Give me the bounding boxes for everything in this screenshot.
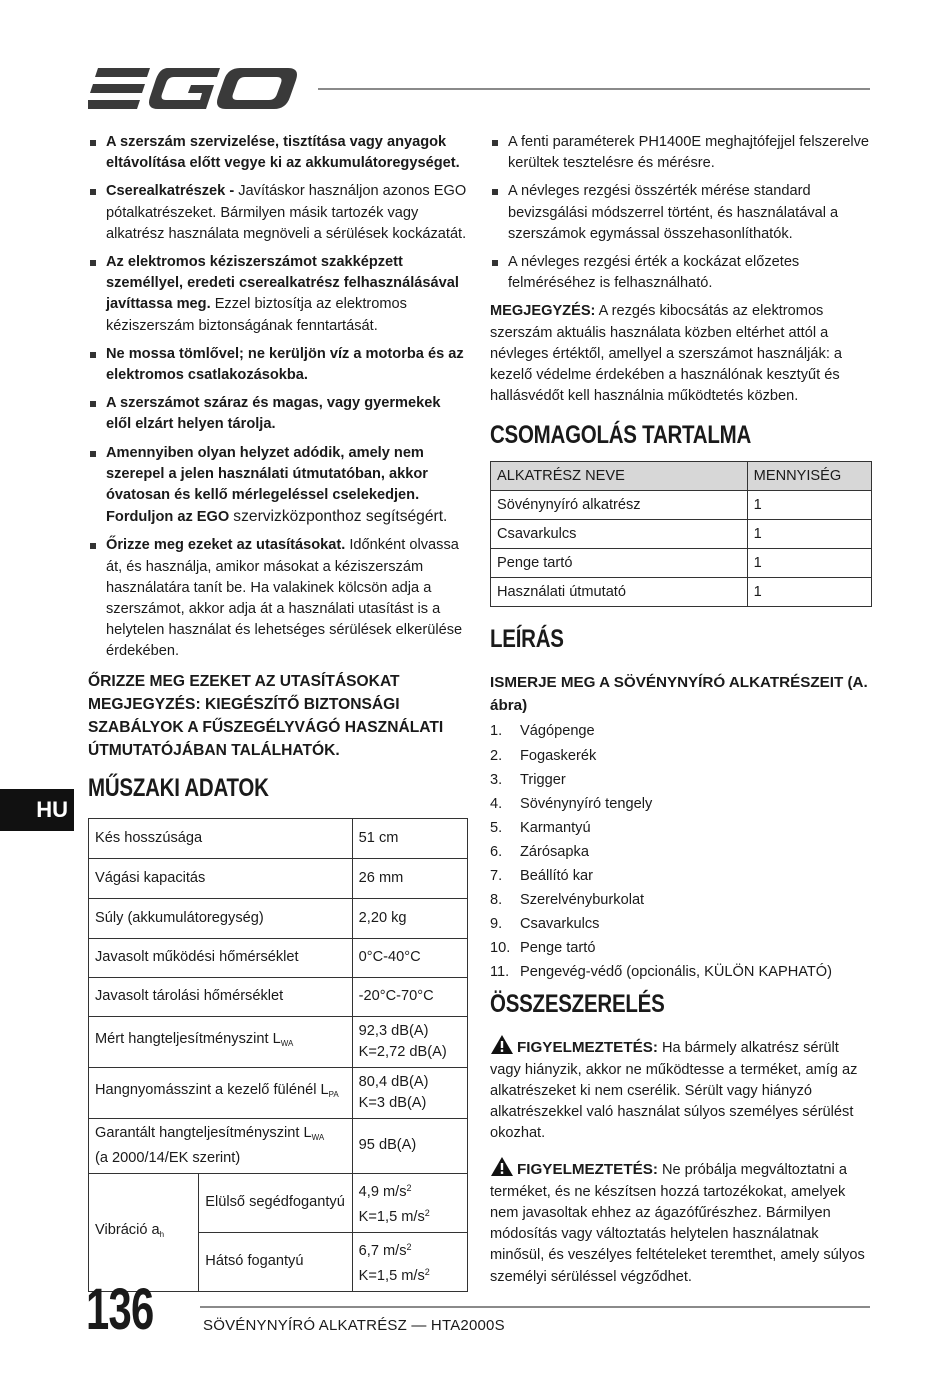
spec-label: Vágási kapacitás <box>89 858 353 898</box>
vibration-note: MEGJEGYZÉS: A rezgés kibocsátás az elektromos szerszám aktuális használata közben eltérhet attól a névleges értéktől, amellyel a szerszámot használják: a kezelő védelme érdekében a használónak kesztyűt és hallásvédőt kell használnia működtetés közben. <box>490 303 843 405</box>
cell: Használati útmutató <box>491 578 748 607</box>
table-row <box>89 1016 468 1067</box>
right-column <box>490 132 872 1288</box>
list-item: 3. Trigger <box>490 771 566 788</box>
cell: 1 <box>747 549 871 578</box>
list-item: 1. Vágópenge <box>490 723 595 740</box>
warning-paragraph: FIGYELMEZTETÉS: Ha bármely alkatrész sérült vagy hiányzik, akkor ne működtesse a terméket, amíg az alkatrészeket ki nem cserélik. Sérült vagy hiányzó alkatrészekkel való használat súlyos személyes sérülést okozhat. <box>490 1034 872 1144</box>
section-title-description: LEÍRÁS <box>490 625 564 654</box>
table-row <box>89 1118 468 1173</box>
table-row <box>89 938 468 977</box>
pack-title-wrap <box>490 421 872 461</box>
table-row <box>89 858 468 898</box>
assembly-title-wrap <box>490 990 872 1030</box>
spec-sublabel: Hátsó fogantyú <box>199 1232 352 1291</box>
spec-sublabel: Elülső segédfogantyú <box>199 1173 352 1232</box>
spec-label: Vibráció $a_h$ <box>89 1173 199 1291</box>
additional-safety-note: MEGJEGYZÉS: KIEGÉSZÍTŐ BIZTONSÁGI SZABÁLYOK A FŰSZEGÉLYVÁGÓ HASZNÁLATI ÚTMUTATÓJÁBAN TALÁLHATÓK. <box>88 695 444 759</box>
bullet-item: Amennyiben olyan helyzet adódik, amely nem szerepel a jelen használati útmutatóban, akkor óvatosan és kellő mérlegeléssel cselekedjen. Forduljon az EGO szervizközponthoz segítségért. <box>88 443 468 529</box>
bullet-item: Cserealkatrészek - Javításkor használjon azonos EGO pótalkatrészeket. Bármilyen másik tartozék vagy alkatrész használata megnöveli a sérülések kockázatát. <box>88 181 468 245</box>
spec-value: 4,9 $m/s^2$ K=1,5 $m/s^2$ <box>352 1173 467 1232</box>
list-item: 10. Penge tartó <box>490 940 596 957</box>
cell: Penge tartó <box>491 549 748 578</box>
spec-label: Javasolt működési hőmérséklet <box>89 938 353 977</box>
table-row <box>89 1173 468 1232</box>
parts-subtitle: ISMERJE MEG A SÖVÉNYNYÍRÓ ALKATRÉSZEIT (A. ábra) <box>490 674 868 715</box>
package-table <box>490 461 872 607</box>
save-instructions-note: ŐRIZZE MEG EZEKET AZ UTASÍTÁSOKAT <box>88 672 400 690</box>
column-header: ALKATRÉSZ NEVE <box>491 462 748 491</box>
list-item: 8. Szerelvényburkolat <box>490 892 645 909</box>
table-row <box>491 549 872 578</box>
spec-value: 26 mm <box>352 858 467 898</box>
spec-label: Garantált hangteljesítményszint $L_{WA}$ (a 2000/14/EK szerint) <box>89 1118 353 1173</box>
table-row <box>491 578 872 607</box>
list-item: 2. Fogaskerék <box>490 747 597 764</box>
list-item: 11. Pengevég-védő (opcionális, KÜLÖN KAPHATÓ) <box>490 964 833 981</box>
list-item: 6. Zárósapka <box>490 843 589 860</box>
list-item: 4. Sövénynyíró tengely <box>490 795 653 812</box>
spec-label: Mért hangteljesítményszint $L_{WA}$ <box>89 1016 353 1067</box>
bullet-item: Ne mossa tömlővel; ne kerüljön víz a motorba és az elektromos csatlakozásokba. <box>88 344 468 386</box>
cell: 1 <box>747 520 871 549</box>
spec-value: 92,3 dB(A) K=2,72 dB(A) <box>352 1016 467 1067</box>
spec-value: -20°C-70°C <box>352 977 467 1016</box>
table-row <box>491 520 872 549</box>
table-header-row <box>491 462 872 491</box>
section-title-specs: MŰSZAKI ADATOK <box>88 773 269 802</box>
ego-logo <box>88 64 298 114</box>
list-item: 5. Karmantyú <box>490 819 591 836</box>
section-title-package: CSOMAGOLÁS TARTALMA <box>490 421 752 450</box>
warning-paragraph: FIGYELMEZTETÉS: Ne próbálja megváltoztatni a terméket, és ne készítsen hozzá tartozékokat, amelyek nem javasoltak ehhez az ágazófűrészhez. Bármilyen módosítás vagy változtatás helytelen használatnak minősül, és veszélyes feltételeket teremthet, amely súlyos személyi sérüléssel végződhet. <box>490 1156 872 1287</box>
cell: 1 <box>747 578 871 607</box>
bullet-item: A névleges rezgési összérték mérése standard bevizsgálási módszerrel történt, és használatával a szerszámok egymással összehasonlíthatók. <box>490 181 872 245</box>
spec-label: Hangnyomásszint a kezelő fülénél $L_{PA}$ <box>89 1067 353 1118</box>
page-number: 136 <box>86 1277 154 1342</box>
spec-value: 0°C-40°C <box>352 938 467 977</box>
list-item: 9. Csavarkulcs <box>490 916 600 933</box>
spec-value: 2,20 kg <box>352 898 467 938</box>
cell: Csavarkulcs <box>491 520 748 549</box>
bullet-item: A névleges rezgési érték a kockázat előzetes felméréséhez is felhasználható. <box>490 252 872 294</box>
spec-title-wrap <box>88 774 468 818</box>
table-row <box>491 491 872 520</box>
warning-icon <box>490 1156 514 1177</box>
spec-label: Javasolt tárolási hőmérséklet <box>89 977 353 1016</box>
table-row <box>89 977 468 1016</box>
section-title-assembly: ÖSSZESZERELÉS <box>490 990 665 1019</box>
parts-list <box>490 719 872 984</box>
table-row <box>89 818 468 858</box>
cell: Sövénynyíró alkatrész <box>491 491 748 520</box>
table-row <box>89 1067 468 1118</box>
spec-label: Súly (akkumulátoregység) <box>89 898 353 938</box>
footer-title: SÖVÉNYNYÍRÓ ALKATRÉSZ — HTA2000S <box>203 1317 505 1334</box>
table-row <box>89 898 468 938</box>
header-rule <box>318 88 870 90</box>
safety-bullet-list <box>88 132 468 663</box>
language-tab: HU <box>0 789 74 831</box>
spec-table <box>88 818 468 1292</box>
warning-icon <box>490 1034 514 1055</box>
list-item: 7. Beállító kar <box>490 868 594 884</box>
spec-value: 95 dB(A) <box>352 1118 467 1173</box>
bullet-item: A szerszám szervizelése, tisztítása vagy anyagok eltávolítása előtt vegye ki az akkumulátoregységet. <box>88 132 468 174</box>
bullet-item: A fenti paraméterek PH1400E meghajtófejjel felszerelve kerültek tesztelésre és mérésre. <box>490 132 872 174</box>
bullet-item: A szerszámot száraz és magas, vagy gyermekek elől elzárt helyen tárolja. <box>88 393 468 435</box>
spec-value: 6,7 $m/s^2$ K=1,5 $m/s^2$ <box>352 1232 467 1291</box>
footer-rule <box>200 1306 870 1308</box>
left-column <box>88 132 468 1292</box>
spec-label: Kés hosszúsága <box>89 818 353 858</box>
column-header: MENNYISÉG <box>747 462 871 491</box>
bullet-item: Az elektromos kéziszerszámot szakképzett személlyel, eredeti cserealkatrész felhasználásával javíttassa meg. Ezzel biztosítja az elektromos kéziszerszám biztonságának fenntartását. <box>88 252 468 337</box>
bullet-item: Őrizze meg ezeket az utasításokat. Időnként olvassa át, és használja, amikor másokat a kéziszerszám használatára tanít be. Ha valakinek kölcsön adja a szerszámot, akkor adja át a használati utasítást is a helytelen használat és lehetséges sérülések elkerülése érdekében. <box>88 535 468 662</box>
cell: 1 <box>747 491 871 520</box>
spec-value: 51 cm <box>352 818 467 858</box>
spec-value: 80,4 dB(A) K=3 dB(A) <box>352 1067 467 1118</box>
desc-title-wrap <box>490 625 872 665</box>
vibration-bullet-list <box>490 132 872 294</box>
